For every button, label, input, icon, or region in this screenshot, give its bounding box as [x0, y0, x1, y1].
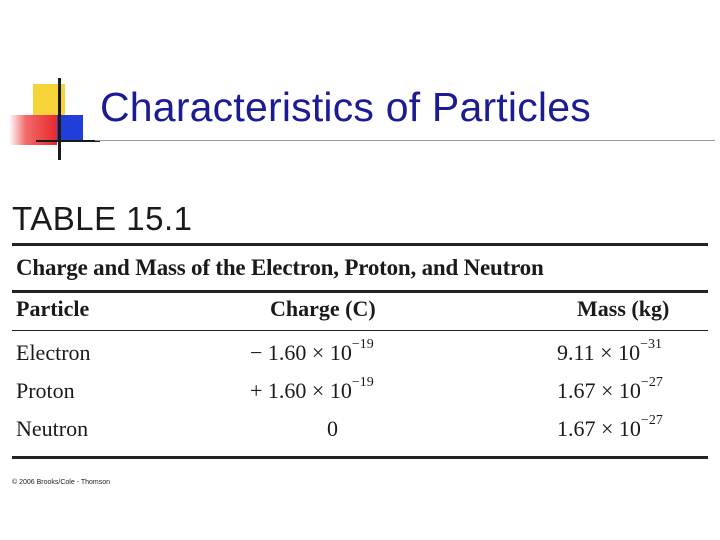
- slide-logo: [0, 0, 100, 170]
- cell-mass: $1.67 \times 10^{-27}$: [557, 413, 663, 441]
- cell-particle: Proton: [16, 378, 75, 403]
- caption-rule: [12, 290, 708, 293]
- table-label: TABLE 15.1: [12, 200, 193, 237]
- cell-charge: + $1.60 \times 10^{-19}$: [250, 375, 374, 403]
- table-caption: Charge and Mass of the Electron, Proton, and Neutron: [16, 255, 544, 280]
- cell-mass: $9.11 \times 10^{-31}$: [557, 337, 662, 365]
- title-underline: [95, 140, 715, 141]
- copyright-credit: © 2006 Brooks/Cole - Thomson: [12, 479, 111, 486]
- cell-particle: Neutron: [16, 416, 89, 441]
- header-rule: [12, 330, 708, 331]
- table-bottom-rule: [12, 456, 708, 459]
- cell-mass: $1.67 \times 10^{-27}$: [557, 375, 663, 403]
- logo-horizontal-line: [36, 140, 100, 142]
- logo-vertical-line: [58, 78, 61, 160]
- slide-title: Characteristics of Particles: [100, 84, 591, 130]
- cell-charge: − $1.60 \times 10^{-19}$: [250, 337, 374, 365]
- column-header-charge: Charge (C): [270, 296, 376, 321]
- column-header-particle: Particle: [16, 296, 90, 321]
- table-top-rule: [12, 243, 708, 246]
- cell-charge: 0: [327, 416, 338, 441]
- cell-particle: Electron: [16, 340, 91, 365]
- column-header-mass: Mass (kg): [577, 296, 670, 321]
